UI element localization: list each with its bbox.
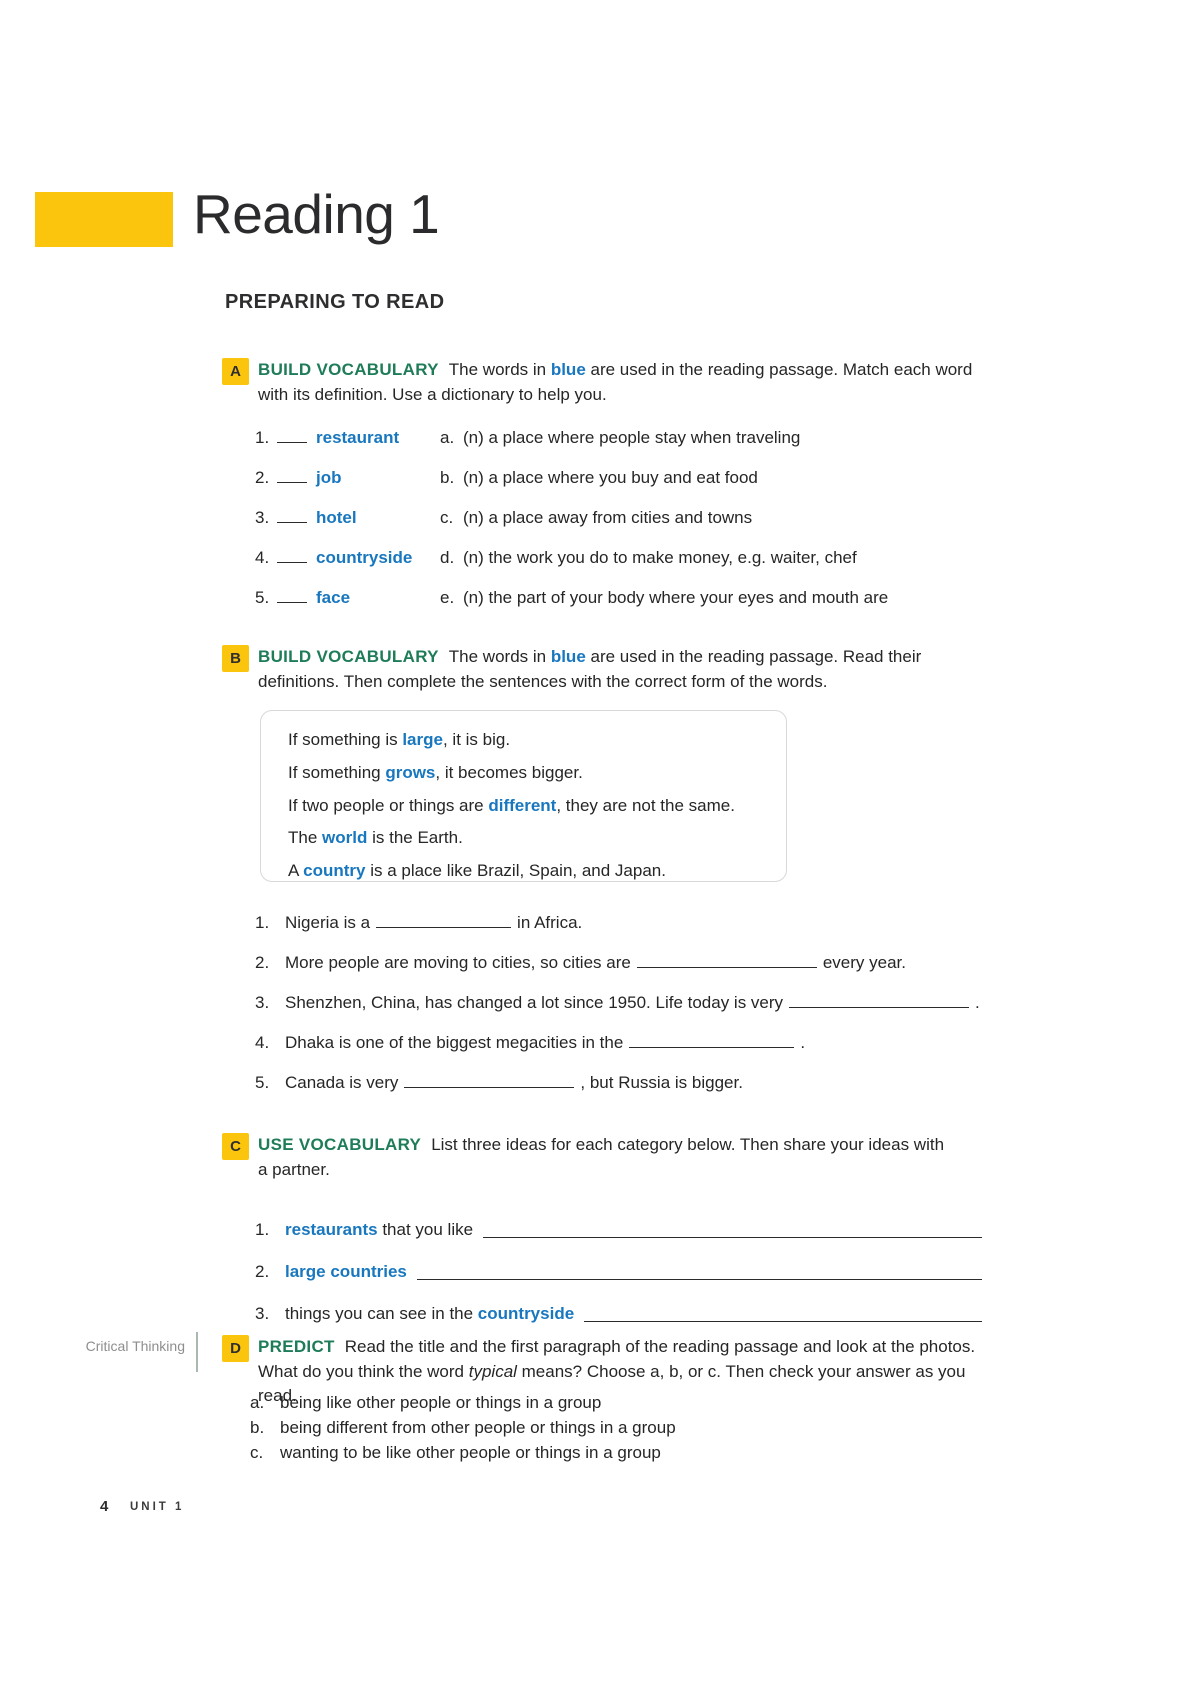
exercise-c-badge: C — [222, 1133, 249, 1160]
sentence-row — [255, 953, 980, 993]
item-number: 4. — [255, 1033, 270, 1052]
definition-letter: a. — [440, 428, 455, 447]
item-number: 5. — [255, 588, 270, 607]
instruction-text: means? Choose a, b, or c. Then check your answer as you read. — [258, 1361, 966, 1405]
exercise-a-heading-block — [258, 358, 980, 407]
sentence-text: More people are moving to cities, so cities are — [285, 953, 631, 972]
match-blank[interactable] — [277, 430, 307, 443]
definition-letter: d. — [440, 548, 455, 567]
sentence-blank[interactable] — [404, 1075, 574, 1088]
option-text: being like other people or things in a group — [280, 1393, 602, 1412]
vocab-word: countryside — [477, 1304, 575, 1323]
definition-post: is a place like Brazil, Spain, and Japan. — [365, 861, 666, 880]
item-number: 2. — [255, 953, 270, 972]
instruction-text: List three ideas for each category below. Then share your ideas with — [431, 1135, 945, 1154]
definition-sentence — [288, 790, 776, 823]
critical-thinking-rule — [196, 1332, 198, 1372]
definition-cell — [440, 508, 752, 528]
exercise-a-badge: A — [222, 358, 249, 385]
sentence-row — [255, 1073, 980, 1113]
sentence-text: Shenzhen, China, has changed a lot since 1950. Life today is very — [285, 993, 784, 1012]
vocab-word: large countries — [285, 1262, 407, 1281]
sentence-text: in Africa. — [517, 913, 583, 932]
instruction-text: are used in the reading passage. Match each word — [585, 360, 973, 379]
item-number: 4. — [255, 548, 270, 567]
exercise-b-heading-block — [258, 645, 980, 694]
category-text — [285, 1304, 574, 1324]
exercise-c-heading: USE VOCABULARY — [258, 1135, 422, 1154]
definition-sentence — [288, 822, 776, 855]
match-row — [255, 548, 888, 588]
sentence-row — [255, 1033, 980, 1073]
sentence-row — [255, 913, 980, 953]
definition-sentence — [288, 757, 776, 790]
definition-pre: The — [288, 828, 323, 848]
answer-line[interactable] — [483, 1222, 982, 1238]
answer-line[interactable] — [417, 1264, 982, 1280]
definition-text: (n) a place away from cities and towns — [463, 508, 753, 527]
item-number: 1. — [255, 428, 270, 447]
italic-word: typical — [468, 1361, 517, 1381]
section-heading: PREPARING TO READ — [225, 291, 445, 313]
vocab-word: restaurants — [285, 1220, 378, 1239]
vocab-word: face — [316, 588, 351, 607]
match-blank[interactable] — [277, 470, 307, 483]
category-pre: things you can see in the — [285, 1304, 478, 1323]
vocab-word: grows — [385, 762, 436, 782]
definition-cell — [440, 468, 758, 488]
category-text — [285, 1220, 473, 1240]
definition-text: (n) a place where you buy and eat food — [463, 468, 758, 487]
exercise-d-badge: D — [222, 1335, 249, 1362]
definition-cell — [440, 428, 800, 448]
definition-text: (n) the part of your body where your eyes and mouth are — [463, 588, 889, 607]
option-text: wanting to be like other people or things in a group — [280, 1443, 661, 1462]
category-text — [285, 1262, 407, 1282]
page-title: Reading 1 — [193, 183, 440, 245]
match-blank[interactable] — [277, 550, 307, 563]
item-number: 2. — [255, 468, 270, 487]
exercise-a-heading: BUILD VOCABULARY — [258, 360, 439, 379]
sentence-text: . — [800, 1033, 806, 1052]
definition-post: is the Earth. — [367, 828, 463, 848]
definitions-box — [260, 710, 787, 882]
sentence-text: Canada is very — [285, 1073, 399, 1092]
definition-pre: If something is — [288, 730, 403, 749]
vocab-word: world — [322, 828, 368, 848]
item-number: 5. — [255, 1073, 270, 1092]
option-text: being different from other people or things in a group — [280, 1418, 676, 1437]
option-row[interactable] — [250, 1415, 676, 1440]
sentence-blank[interactable] — [376, 915, 511, 928]
item-number: 3. — [255, 993, 270, 1012]
highlighted-word: blue — [550, 647, 586, 666]
vocab-word: restaurant — [316, 428, 400, 447]
critical-thinking-label: Critical Thinking — [85, 1338, 185, 1354]
definition-text: (n) a place where people stay when traveling — [463, 428, 801, 447]
highlighted-word: blue — [550, 360, 586, 379]
definition-sentence — [288, 724, 776, 757]
definition-letter: e. — [440, 588, 455, 607]
exercise-b-heading: BUILD VOCABULARY — [258, 647, 439, 666]
vocab-word: countryside — [316, 548, 413, 567]
definition-post: , it becomes bigger. — [435, 762, 583, 782]
vocab-word: country — [303, 861, 366, 880]
match-blank[interactable] — [277, 590, 307, 603]
match-row — [255, 468, 888, 508]
definition-cell — [440, 548, 857, 568]
vocab-word: job — [316, 468, 342, 487]
answer-line[interactable] — [584, 1306, 982, 1322]
sentence-blank[interactable] — [637, 955, 817, 968]
instruction-line: with its definition. Use a dictionary to help you. — [258, 384, 607, 404]
definition-post: , they are not the same. — [556, 795, 735, 815]
vocab-word: different — [488, 795, 557, 815]
item-number: 2. — [255, 1262, 270, 1281]
match-word-cell — [255, 508, 440, 528]
definition-letter: c. — [440, 508, 454, 527]
definition-text: (n) the work you do to make money, e.g. waiter, chef — [463, 548, 857, 567]
definition-cell — [440, 588, 888, 608]
instruction-line — [258, 358, 980, 383]
instruction-line: definitions. Then complete the sentences with the correct form of the words. — [258, 671, 828, 691]
vocab-word: hotel — [316, 508, 357, 527]
category-row — [255, 1198, 982, 1240]
item-number: 3. — [255, 508, 270, 527]
sentence-text: Dhaka is one of the biggest megacities in the — [285, 1033, 624, 1052]
option-letter: b. — [250, 1418, 265, 1437]
category-list — [255, 1198, 982, 1324]
instruction-line — [258, 1133, 980, 1158]
predict-options — [250, 1390, 676, 1465]
definition-sentence — [288, 855, 776, 888]
match-row — [255, 508, 888, 548]
sentence-blank[interactable] — [629, 1035, 794, 1048]
option-row[interactable] — [250, 1440, 676, 1465]
instruction-text: are used in the reading passage. Read their — [585, 647, 922, 666]
option-row[interactable] — [250, 1390, 676, 1415]
exercise-b-badge: B — [222, 645, 249, 672]
option-letter: c. — [250, 1443, 264, 1462]
sentence-text: Nigeria is a — [285, 913, 371, 932]
exercise-d-heading: PREDICT — [258, 1337, 335, 1356]
instruction-line: a partner. — [258, 1159, 330, 1179]
unit-label: UNIT 1 — [130, 1501, 185, 1513]
item-number: 3. — [255, 1304, 270, 1323]
item-number: 1. — [255, 913, 270, 932]
instruction-text: What do you think the word — [258, 1361, 469, 1381]
fill-in-sentences — [255, 913, 980, 1113]
match-exercise — [255, 428, 888, 628]
item-number: 1. — [255, 1220, 270, 1239]
instruction-text: The words in — [448, 647, 551, 666]
sentence-text: every year. — [822, 953, 906, 972]
category-post: that you like — [377, 1220, 474, 1239]
instruction-line — [258, 1335, 980, 1360]
sentence-text: , but Russia is bigger. — [580, 1073, 743, 1092]
page-number: 4 — [100, 1498, 109, 1515]
definition-pre: If two people or things are — [288, 795, 489, 815]
category-row — [255, 1282, 982, 1324]
sentence-blank[interactable] — [789, 995, 969, 1008]
match-word-cell — [255, 588, 440, 608]
match-word-cell — [255, 468, 440, 488]
match-word-cell — [255, 548, 440, 568]
match-row — [255, 428, 888, 468]
match-word-cell — [255, 428, 440, 448]
option-letter: a. — [250, 1393, 265, 1412]
category-row — [255, 1240, 982, 1282]
definition-pre: A — [288, 861, 304, 880]
instruction-line — [258, 645, 980, 670]
instruction-text: Read the title and the first paragraph of the reading passage and look at the photos. — [344, 1337, 976, 1356]
match-blank[interactable] — [277, 510, 307, 523]
definition-post: , it is big. — [442, 730, 511, 749]
instruction-text: The words in — [448, 360, 551, 379]
sentence-text: . — [975, 993, 980, 1012]
definition-pre: If something — [288, 762, 386, 782]
definition-letter: b. — [440, 468, 455, 487]
match-row — [255, 588, 888, 628]
exercise-c-heading-block — [258, 1133, 980, 1182]
vocab-word: large — [402, 730, 443, 749]
title-accent-bar — [35, 192, 173, 247]
sentence-row — [255, 993, 980, 1033]
